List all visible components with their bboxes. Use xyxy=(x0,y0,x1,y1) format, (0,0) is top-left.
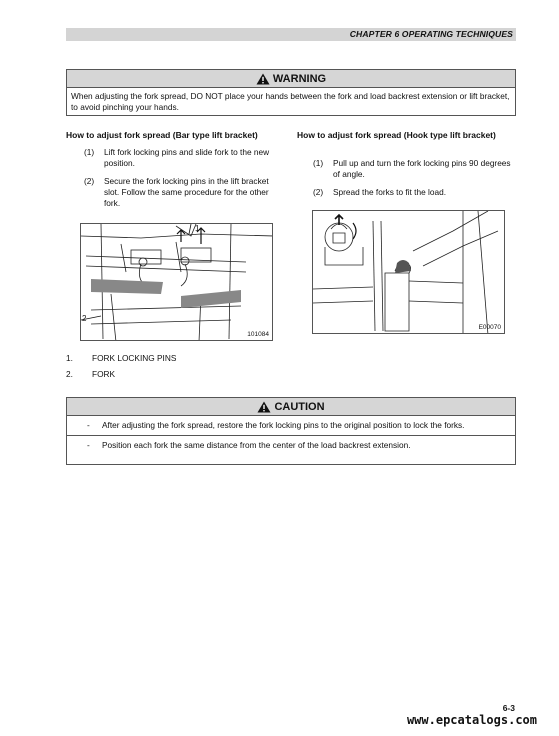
hook-bracket-illustration xyxy=(313,211,505,334)
page-number: 6-3 xyxy=(502,703,515,713)
legend-label: FORK xyxy=(92,369,116,379)
step-text: Lift fork locking pins and slide fork to the new position. xyxy=(104,147,270,168)
step-number: (2) xyxy=(84,176,95,186)
legend-item xyxy=(66,353,176,364)
right-step-1 xyxy=(313,158,513,180)
legend-label: FORK LOCKING PINS xyxy=(92,353,177,363)
left-step-2 xyxy=(84,176,284,209)
warning-text: When adjusting the fork spread, DO NOT place your hands between the fork and load backrest extension or lift bracket, to avoid pinching your hands. xyxy=(71,91,510,112)
warning-triangle-icon xyxy=(256,73,270,85)
caution-item xyxy=(67,440,515,451)
bar-bracket-illustration xyxy=(81,224,273,341)
step-number: (1) xyxy=(84,147,95,157)
warning-box xyxy=(66,69,516,116)
legend-number: 2. xyxy=(66,369,73,379)
caution-box xyxy=(66,397,516,465)
step-text: Pull up and turn the fork locking pins 90 degrees of angle. xyxy=(333,158,511,179)
bar-type-lift-bracket-figure xyxy=(80,223,273,341)
step-text: Spread the forks to fit the load. xyxy=(333,187,446,197)
chapter-title: CHAPTER 6 OPERATING TECHNIQUES xyxy=(349,29,513,39)
right-step-2 xyxy=(313,187,513,198)
warning-title: WARNING xyxy=(272,72,327,85)
caution-dash: - xyxy=(87,439,90,450)
caution-text: Position each fork the same distance from the center of the load backrest extension. xyxy=(102,439,411,450)
caution-dash: - xyxy=(87,420,90,430)
figure-callout-1: 1 xyxy=(195,224,200,233)
caution-item xyxy=(67,420,515,436)
figure-callout-2: 2 xyxy=(82,314,87,323)
right-column-heading: How to adjust fork spread (Hook type lift bracket) xyxy=(297,130,496,140)
step-text: Secure the fork locking pins in the lift bracket slot. Follow the same procedure for the other fork. xyxy=(104,176,269,208)
caution-text: After adjusting the fork spread, restore the fork locking pins to the original position to lock the forks. xyxy=(102,420,465,430)
caution-title: CAUTION xyxy=(274,400,325,413)
hook-type-lift-bracket-figure xyxy=(312,210,505,334)
caution-header xyxy=(67,398,515,416)
figure-code: E00070 xyxy=(478,324,501,331)
left-step-1 xyxy=(84,147,284,169)
step-number: (1) xyxy=(313,158,324,168)
figure-code: 101084 xyxy=(247,331,269,338)
legend-item xyxy=(66,369,115,380)
watermark: www.epcatalogs.com xyxy=(406,713,537,727)
warning-header xyxy=(67,70,515,88)
legend-number: 1. xyxy=(66,353,73,363)
warning-triangle-icon xyxy=(257,401,271,413)
left-column-heading: How to adjust fork spread (Bar type lift bracket) xyxy=(66,130,258,140)
step-number: (2) xyxy=(313,187,324,197)
